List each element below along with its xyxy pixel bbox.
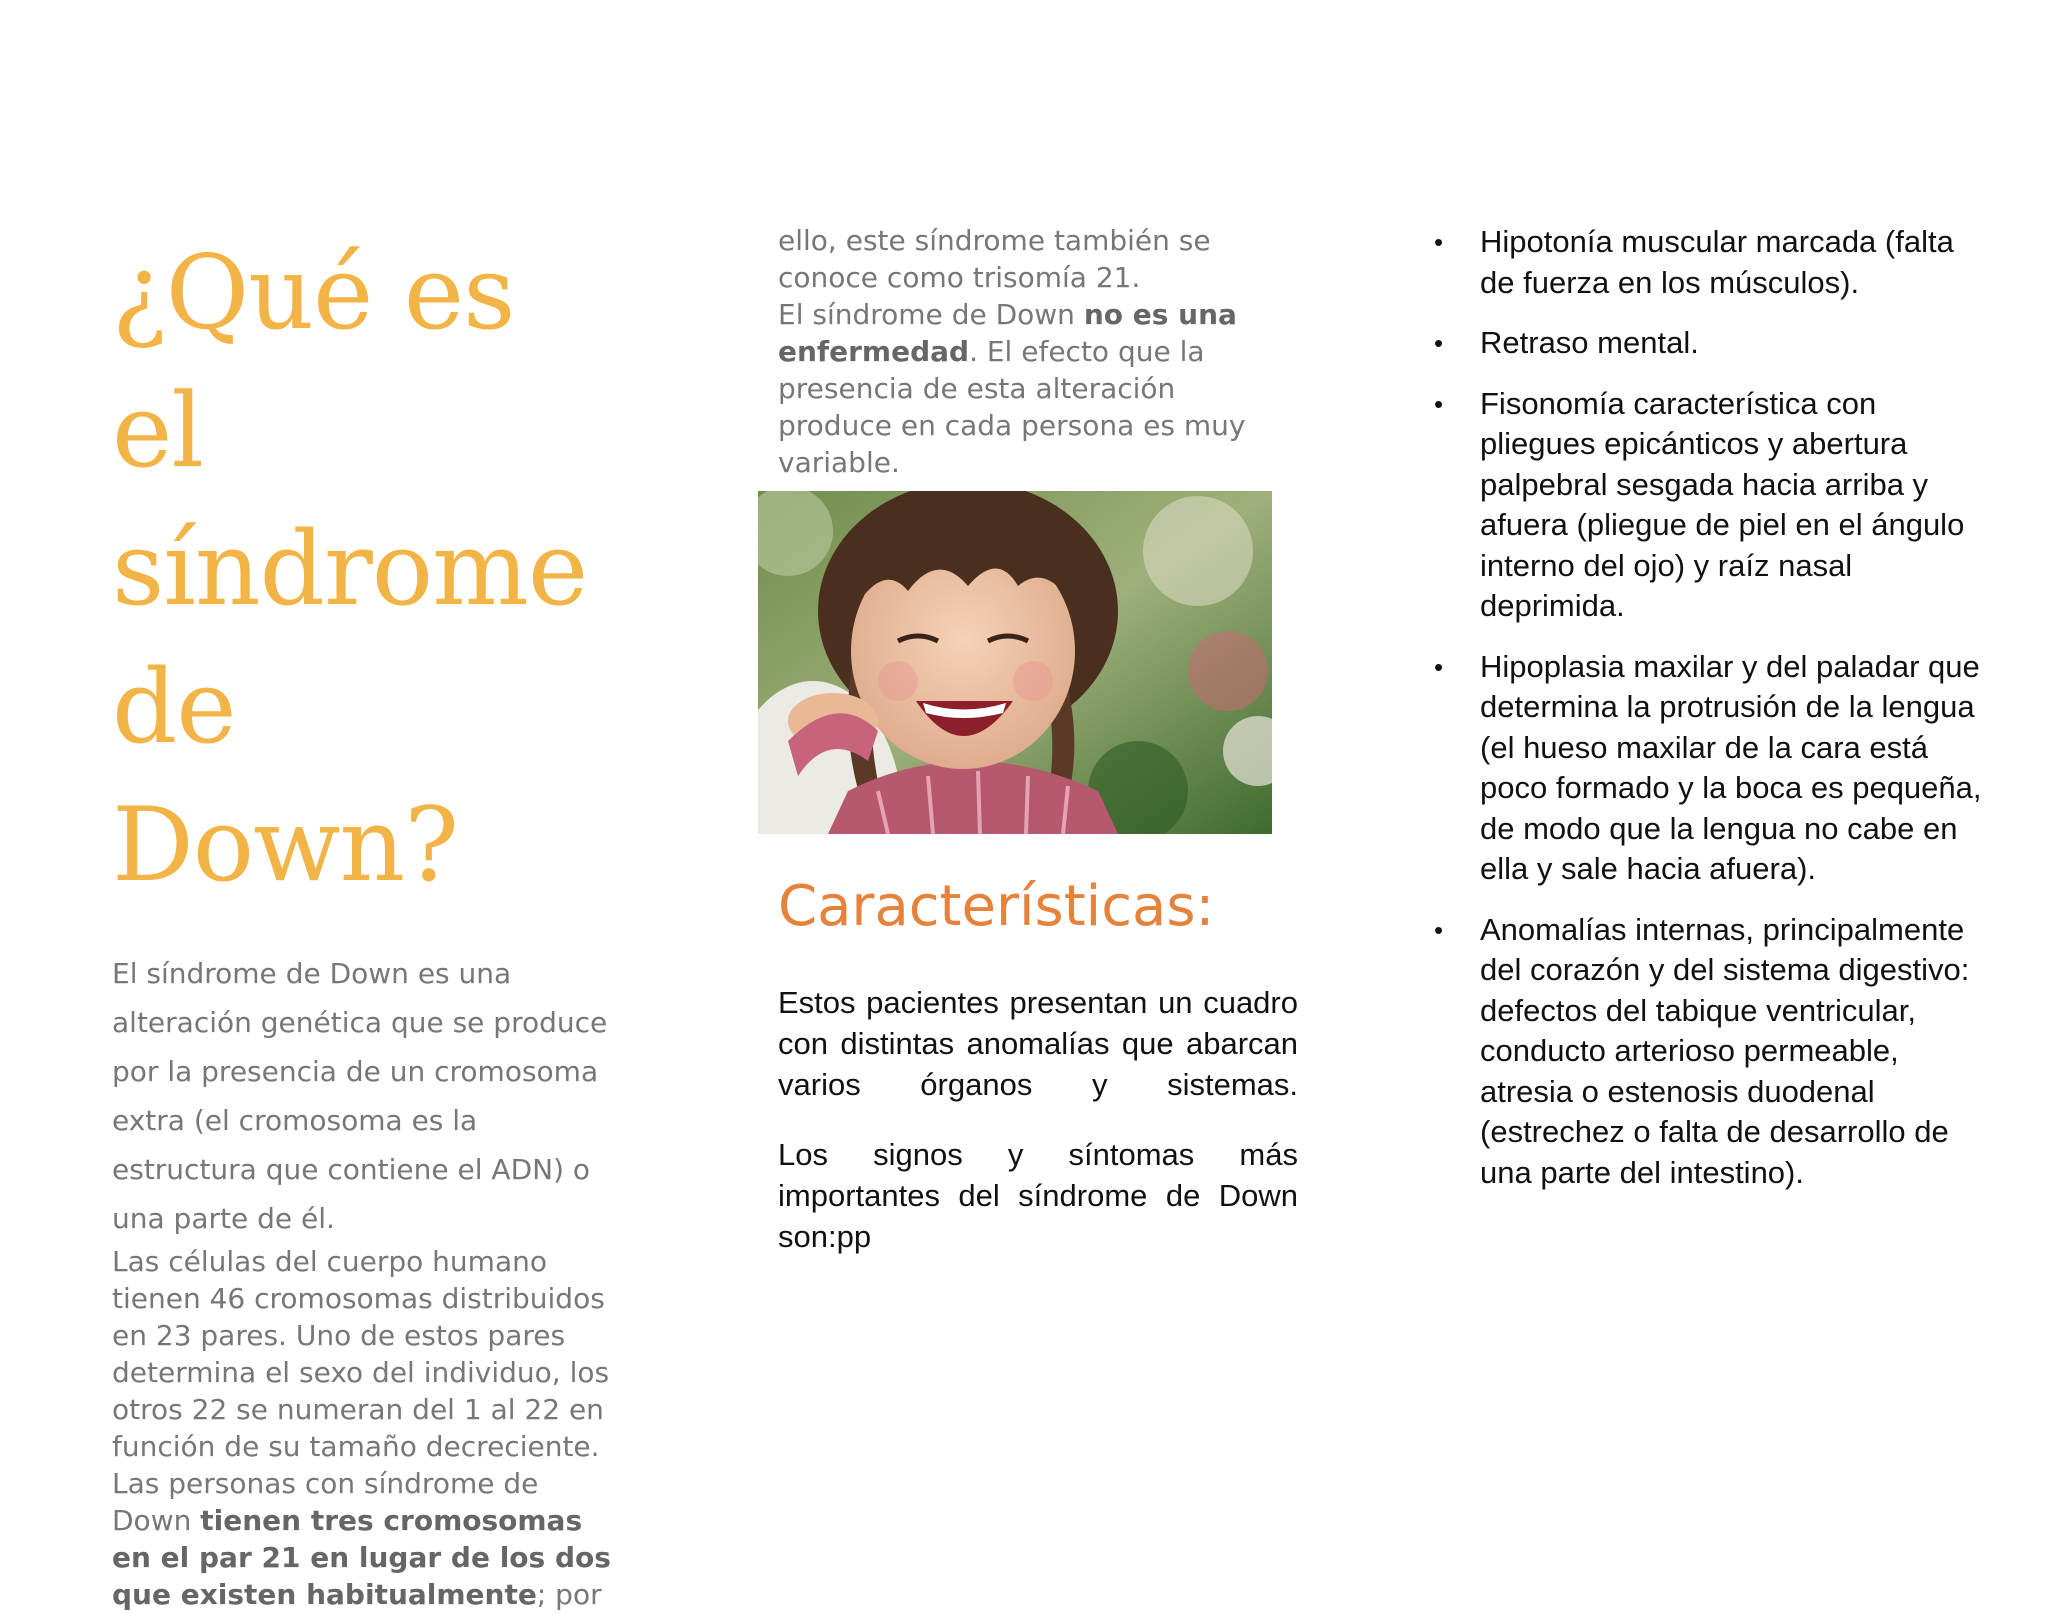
right-column: [1428, 222, 1988, 1213]
persons-text-start: Las personas con síndrome de Down: [112, 1467, 539, 1537]
persons-text-end: ; por: [536, 1578, 602, 1611]
title-line-3: de Down?: [112, 648, 458, 905]
bullet-icon: •: [1434, 651, 1444, 682]
left-column: [112, 225, 612, 1613]
bullet-icon: •: [1434, 388, 1444, 419]
bullet-icon: •: [1434, 328, 1444, 358]
persons-text-bold: tienen tres cromosomas en el par 21 en lugar de los dos que existen habitualmente: [112, 1504, 611, 1611]
characteristics-heading: Características:: [778, 874, 1215, 939]
bullet-icon: •: [1434, 914, 1444, 945]
continuation-text: ello, este síndrome también se conoce como trisomía 21.: [778, 224, 1211, 294]
intro-paragraph: El síndrome de Down es una alteración genética que se produce por la presencia de un cromosoma extra (el cromosoma es la estructura que contiene el ADN) o una parte de él.: [112, 957, 608, 1235]
list-item: • Hipotonía muscular marcada (falta de fuerza en los músculos).: [1434, 224, 1954, 300]
signs-paragraph: Los signos y síntomas más importantes del síndrome de Down son:pp: [778, 1137, 1298, 1254]
list-item: • Anomalías internas, principalmente del corazón y del sistema digestivo: defectos del tabique ventricular, conducto arterioso permeable, atresia o estenosis duodenal (estrechez o falta de desarrollo de una parte del intestino).: [1434, 911, 1970, 1190]
characteristics-intro: Estos pacientes presentan un cuadro con distintas anomalías que abarcan varios órganos y sistemas.: [778, 985, 1298, 1102]
list-item: • Retraso mental.: [1428, 323, 1988, 364]
middle-column: [778, 222, 1298, 1257]
symptoms-list: [1428, 222, 1988, 1193]
continuation-paragraph: [778, 222, 1298, 481]
not-disease-end: . El efecto que la presencia de esta alteración produce en cada persona es muy variable.: [778, 335, 1246, 479]
title-line-1: ¿Qué es el: [112, 234, 515, 491]
list-item: • Fisonomía característica con pliegues epicánticos y abertura palpebral sesgada hacia arriba y afuera (pliegue de piel en el ángulo interno del ojo) y raíz nasal deprimida.: [1434, 385, 1965, 623]
chromosome-paragraph: [112, 1243, 612, 1613]
page-title: [112, 225, 612, 915]
cells-text: Las células del cuerpo humano tienen 46 cromosomas distribuidos en 23 pares. Uno de estos pares determina el sexo del individuo, los otros 22 se numeran del 1 al 22 en función de su tamaño decreciente.: [112, 1245, 610, 1463]
list-item: • Hipoplasia maxilar y del paladar que determina la protrusión de la lengua (el hueso maxilar de la cara está poco formado y la boca es pequeña, de modo que la lengua no cabe en ella y sale hacia afuera).: [1434, 648, 1982, 886]
bullet-icon: •: [1434, 227, 1444, 257]
not-disease-start: El síndrome de Down: [778, 298, 1084, 331]
not-disease-bold: no es una enfermedad: [778, 298, 1237, 368]
title-line-2: síndrome: [112, 510, 588, 629]
smiling-girl-photo: [758, 491, 1272, 834]
